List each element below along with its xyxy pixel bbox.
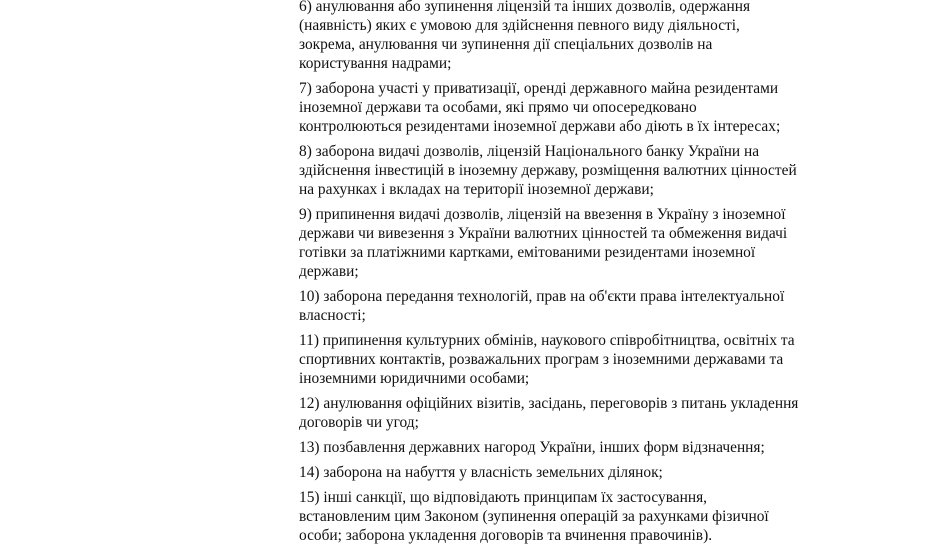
text-line: особи; заборона укладення договорів та вчинення правочинів).: [299, 527, 713, 544]
text-line: встановленим цим Законом (зупинення операцій за рахунками фізичної: [299, 508, 769, 525]
text-line: іноземними юридичними особами;: [299, 370, 530, 387]
text-line: контролюються резидентами іноземної держави або діють в їх інтересах;: [299, 118, 781, 135]
text-line: здійснення інвестицій в іноземну державу, розміщення валютних цінностей: [299, 162, 797, 179]
text-line: власності;: [299, 307, 366, 324]
text-line: держави;: [299, 263, 359, 280]
list-item-11: [299, 331, 829, 388]
text-line: договорів чи угод;: [299, 414, 419, 431]
text-line: 12) анулювання офіційних візитів, засідань, переговорів з питань укладення: [299, 395, 799, 412]
text-line: іноземної держави та особами, які прямо чи опосередковано: [299, 99, 697, 116]
text-line: 6) анулювання або зупинення ліцензій та інших дозволів, одержання: [299, 0, 751, 15]
list-item-6: [299, 0, 829, 73]
text-line: 15) інші санкції, що відповідають принципам їх застосування,: [299, 489, 708, 506]
text-line: зокрема, анулювання чи зупинення дії спеціальних дозволів на: [299, 36, 713, 53]
text-line: користування надрами;: [299, 55, 452, 72]
list-item-13: [299, 438, 829, 457]
list-item-7: [299, 79, 829, 136]
text-line: 10) заборона передання технологій, прав на об'єкти права інтелектуальної: [299, 288, 785, 305]
text-line: 11) припинення культурних обмінів, наукового співробітництва, освітніх та: [299, 332, 795, 349]
text-line: (наявність) яких є умовою для здійснення певного виду діяльності,: [299, 17, 740, 34]
document-body: [299, 0, 829, 551]
list-item-9: [299, 205, 829, 281]
text-line: 7) заборона участі у приватизації, оренді державного майна резидентами: [299, 80, 779, 97]
text-line: на рахунках і вкладах на території іноземної держави;: [299, 181, 654, 198]
text-line: спортивних контактів, розважальних програм з іноземними державами та: [299, 351, 784, 368]
list-item-8: [299, 142, 829, 199]
list-item-15: [299, 488, 829, 545]
list-item-14: [299, 463, 829, 482]
text-line: 14) заборона на набуття у власність земельних ділянок;: [299, 464, 663, 481]
text-line: 13) позбавлення державних нагород України, інших форм відзначення;: [299, 439, 765, 456]
text-line: готівки за платіжними картками, емітованими резидентами іноземної: [299, 244, 756, 261]
text-line: держави чи вивезення з України валютних цінностей та обмеження видачі: [299, 225, 788, 242]
list-item-10: [299, 287, 829, 325]
text-line: 8) заборона видачі дозволів, ліцензій Національного банку України на: [299, 143, 760, 160]
list-item-12: [299, 394, 829, 432]
text-line: 9) припинення видачі дозволів, ліцензій на ввезення в Україну з іноземної: [299, 206, 786, 223]
